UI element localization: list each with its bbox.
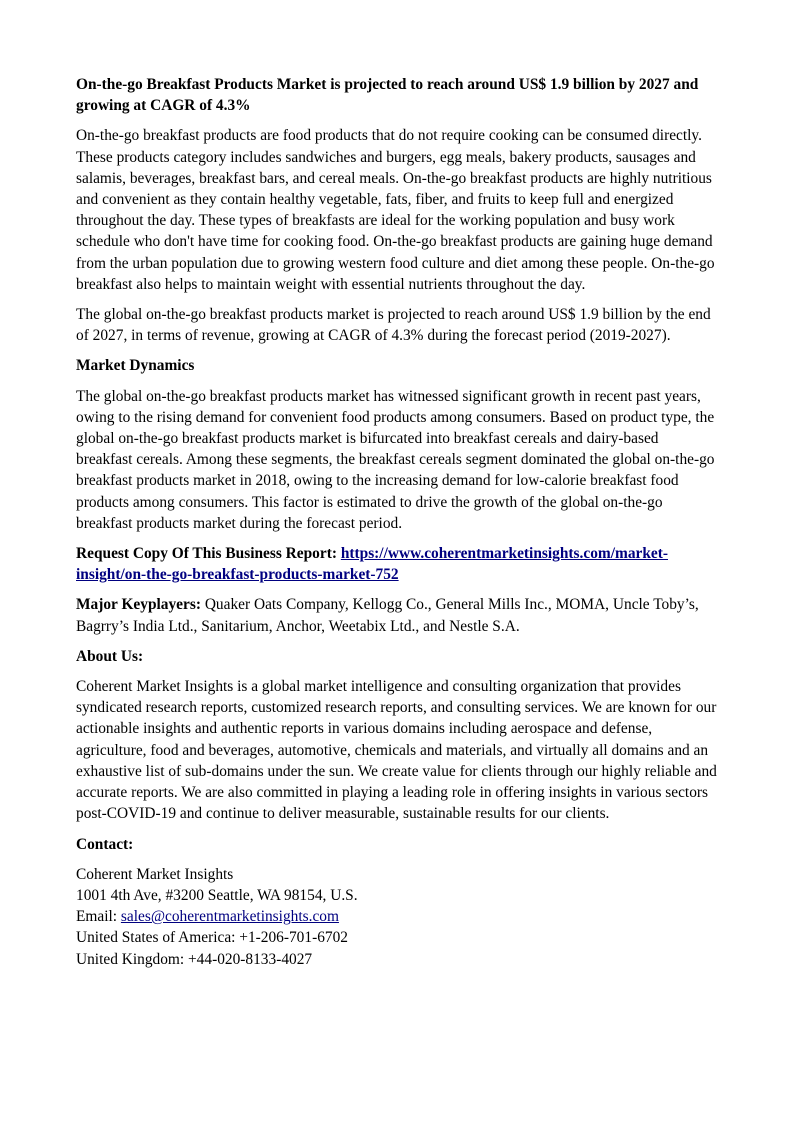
email-label: Email:: [76, 908, 118, 926]
about-paragraph: Coherent Market Insights is a global market intelligence and consulting organization that provides syndicated research reports, customized research reports, and consulting services. We are known for our actionable insights and authentic reports in various domains including aerospace and defense, agriculture, food and beverages, automotive, chemicals and materials, and virtually all domains and an exhaustive list of sub-domains under the sun. We create value for clients through our highly reliable and accurate reports. We are also committed in playing a leading role in offering insights in various sectors post-COVID-19 and continue to deliver measurable, sustainable results for our clients.: [76, 678, 717, 823]
contact-company: Coherent Market Insights: [76, 865, 234, 883]
market-dynamics-paragraph: The global on-the-go breakfast products market has witnessed significant growth in recent past years, owing to the rising demand for convenient food products among consumers. Based on product type, the global on-the-go breakfast products market is bifurcated into breakfast cereals and dairy-based breakfast cereals. Among these segments, the breakfast cereals segment dominated the global on-the-go breakfast products market in 2018, owing to the increasing demand for low-calorie breakfast food products among consumers. This factor is estimated to drive the growth of the global on-the-go breakfast products market during the forecast period.: [76, 387, 715, 532]
contact-email-line: [76, 906, 718, 927]
document-title: On-the-go Breakfast Products Market is projected to reach around US$ 1.9 billion by 2027 and growing at CAGR of 4.3%: [76, 76, 699, 115]
email-link[interactable]: sales@coherentmarketinsights.com: [120, 908, 339, 926]
keyplayers-paragraph: [76, 594, 718, 636]
keyplayers-text: Quaker Oats Company, Kellogg Co., General Mills Inc., MOMA, Uncle Toby’s, Bagrry’s India Ltd., Sanitarium, Anchor, Weetabix Ltd., and Nestle S.A.: [76, 596, 699, 635]
about-heading: About Us:: [76, 647, 144, 665]
intro-paragraph: On-the-go breakfast products are food products that do not require cooking can be consumed directly. These products category includes sandwiches and burgers, egg meals, bakery products, sausages and salamis, beverages, breakfast bars, and cereal meals. On-the-go breakfast products are highly nutritious and convenient as they contain healthy vegetable, fats, fiber, and fruits to keep full and energized throughout the day. These types of breakfasts are ideal for the working population and busy work schedule who don't have time for cooking food. On-the-go breakfast products are gaining huge demand from the urban population due to growing western food culture and diet among these people. On-the-go breakfast also helps to maintain weight with essential nutrients throughout the day.: [76, 127, 715, 293]
document-page: [76, 74, 718, 970]
forecast-paragraph: The global on-the-go breakfast products market is projected to reach around US$ 1.9 billion by the end of 2027, in terms of revenue, growing at CAGR of 4.3% during the forecast period (2019-2027).: [76, 306, 711, 345]
contact-block: [76, 864, 718, 970]
contact-us-phone: United States of America: +1-206-701-6702: [76, 929, 348, 947]
keyplayers-label: Major Keyplayers:: [76, 596, 201, 614]
contact-uk-phone: United Kingdom: +44-020-8133-4027: [76, 950, 313, 968]
request-copy-paragraph: [76, 543, 718, 585]
market-dynamics-heading: Market Dynamics: [76, 357, 195, 375]
report-link[interactable]: https://www.coherentmarketinsights.com/market-insight/on-the-go-breakfast-products-market-752: [76, 545, 668, 584]
contact-address: 1001 4th Ave, #3200 Seattle, WA 98154, U.S.: [76, 886, 358, 904]
contact-heading: Contact:: [76, 835, 134, 853]
request-copy-label: Request Copy Of This Business Report:: [76, 545, 337, 563]
